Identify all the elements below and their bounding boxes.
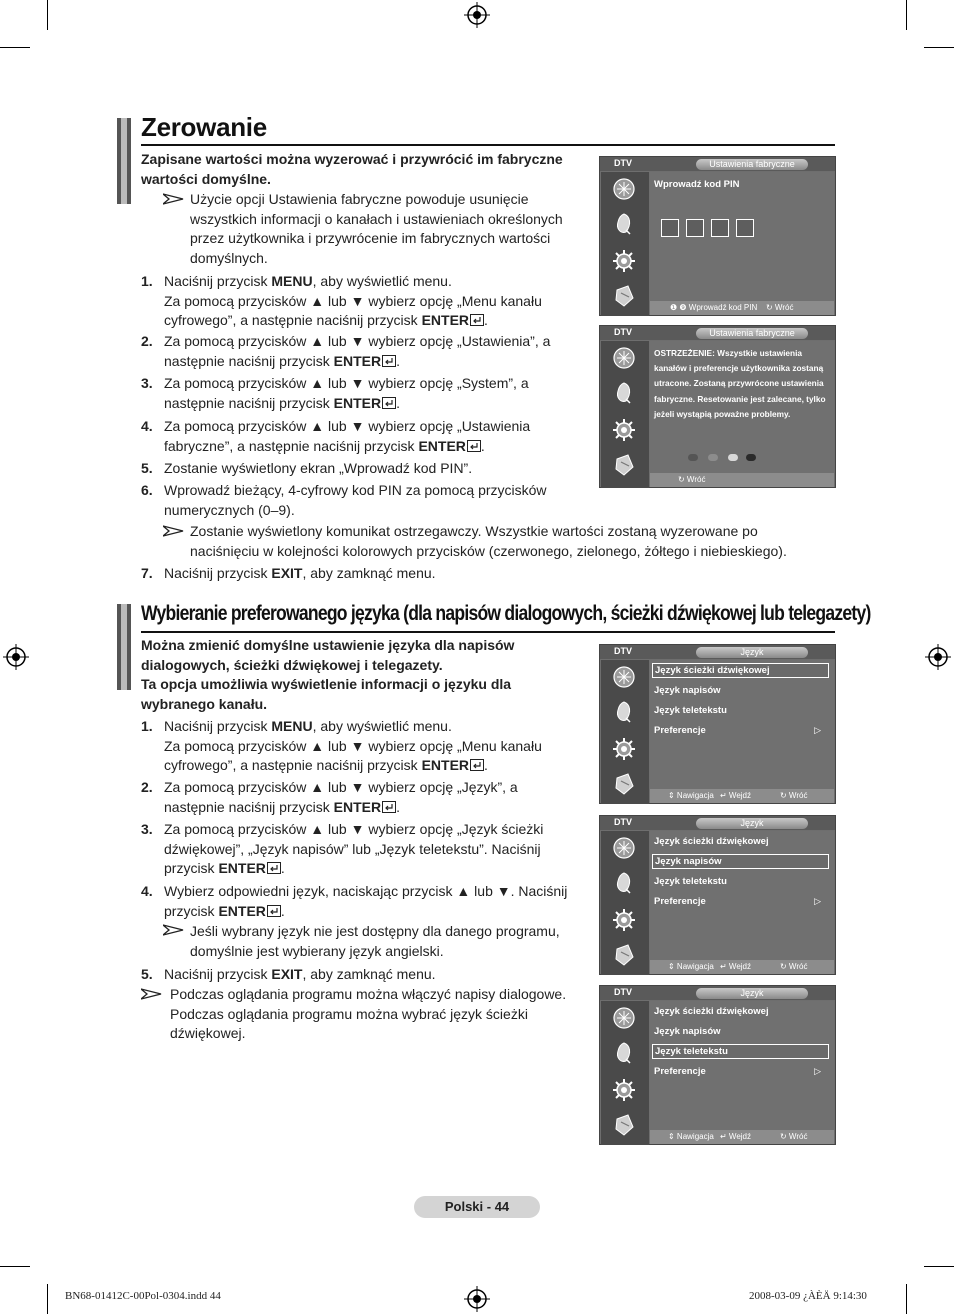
submenu-arrow-icon: ▷ [814,896,821,906]
text-line: Naciśnij przycisk MENU, aby wyświetlić menu. [164,718,452,734]
picture-icon [612,700,636,724]
text-line: Można zmienić domyślne ustawienie języka dla napisów [141,637,515,653]
enter-icon [267,905,281,917]
enter-icon [470,759,484,771]
setup-icon [612,1078,636,1102]
channel-icon [612,177,636,201]
text-line: wybranego kanału. [141,695,268,712]
menu-item[interactable]: Język teletekstu [654,705,727,716]
setup-icon [612,249,636,273]
step-text [164,459,472,479]
screen-title: Ustawienia fabryczne [696,159,808,170]
pin-digit-box[interactable] [686,219,704,237]
step-number: 6. [141,482,153,498]
step-text [164,417,530,456]
text-line: dźwiękowej”, „Język napisów” lub „Język teletekstu”. Naciśnij [164,840,541,857]
tv-screen-warning [599,325,836,488]
title-rule [141,631,835,633]
text-line: przez użytkownika i przywrócenie im fabrycznych wartości [190,230,551,246]
tv-screen-language [599,815,836,975]
step-text [164,564,436,584]
step-number: 5. [141,460,153,476]
section-title: Zerowanie [141,112,267,142]
text-line: następnie naciśnij przycisk ENTER . [164,352,400,369]
step-text [164,332,550,371]
menu-item[interactable]: Język napisów [654,1026,721,1037]
input-icon [612,772,636,796]
submenu-arrow-icon: ▷ [814,1066,821,1076]
step-text [164,481,547,520]
menu-item[interactable]: Preferencje [654,725,706,736]
crop-mark [924,47,954,48]
step-text [164,882,567,921]
crop-mark [0,47,30,48]
note-arrow-icon [163,924,185,936]
step-text [164,717,542,776]
menu-item[interactable]: Język napisów [654,685,721,696]
screen-title: Ustawienia fabryczne [696,328,808,339]
enter-hint: ↵ Wejdź [720,791,752,800]
text-line: Za pomocą przycisków ▲ lub ▼ wybierz opcję „Menu kanału [164,737,542,754]
text-line: cyfrowego”, a następnie naciśnij przycisk ENTER . [164,757,488,773]
step-text [164,374,529,413]
channel-icon [612,665,636,689]
text-line: Za pomocą przycisków ▲ lub ▼ wybierz opcję „Ustawienia [164,418,531,434]
picture-icon [612,381,636,405]
setup-icon [612,418,636,442]
text-line: Za pomocą przycisków ▲ lub ▼ wybierz opcję „Język”, a [164,779,518,795]
crop-mark [0,1266,30,1267]
text-line: dialogowych, ścieżki dźwiękowej i telegazety. [141,656,443,673]
slug-filename: BN68-01412C-00Pol-0304.indd 44 [65,1290,221,1302]
text-line: Podczas oglądania programu można wybrać język ścieżki [170,1005,528,1022]
registration-mark-icon [3,644,29,670]
text-line: Naciśnij przycisk EXIT, aby zamknąć menu. [164,966,436,982]
step-number: 5. [141,966,153,982]
screen-footer [650,789,834,803]
channel-icon [612,836,636,860]
menu-item[interactable]: Język teletekstu [654,876,727,887]
note-text [170,985,566,1044]
text-line: numerycznych (0–9). [164,501,295,518]
picture-icon [612,871,636,895]
text-line: Jeśli wybrany język nie jest dostępny dla danego programu, [190,923,560,939]
step-number: 3. [141,821,153,837]
yellow-button-dot [728,454,738,461]
back-hint: ↻ Wróć [780,791,808,800]
step-text [164,272,542,331]
text-line: naciśnięciu w kolejności kolorowych przycisków (czerwonego, zielonego, żółtego i niebieskiego). [190,542,787,559]
pin-digit-box[interactable] [736,219,754,237]
text-line: Użycie opcji Ustawienia fabryczne powoduje usunięcie [190,191,529,207]
enter-hint: ↵ Wejdź [720,1132,752,1141]
menu-item-label: Język teletekstu [655,1046,728,1057]
slug-timestamp: 2008-03-09 ¿ÀÈÄ 9:14:30 [749,1290,867,1302]
note-arrow-icon [163,525,185,537]
note-text [190,190,563,268]
channel-icon [612,346,636,370]
screen-title: Język [696,647,808,658]
menu-item-selected[interactable] [652,1044,829,1059]
menu-item-label: Język napisów [655,856,722,867]
text-line: Naciśnij przycisk EXIT, aby zamknąć menu. [164,565,436,581]
dtv-label: DTV [614,646,632,656]
pin-digit-box[interactable] [661,219,679,237]
text-line: Za pomocą przycisków ▲ lub ▼ wybierz opcję „Język ścieżki [164,821,544,837]
text-line: Wprowadź bieżący, 4-cyfrowy kod PIN za pomocą przycisków [164,482,547,498]
text-line: następnie naciśnij przycisk ENTER . [164,394,400,411]
back-hint: ↻ Wróć [678,475,706,484]
back-hint: ↻ Wróć [780,1132,808,1141]
menu-item-label: Język ścieżki dźwiękowej [655,665,770,676]
setup-icon [612,908,636,932]
menu-item[interactable]: Preferencje [654,896,706,907]
text-line: Za pomocą przycisków ▲ lub ▼ wybierz opcję „Ustawienia”, a [164,333,551,349]
step-text [164,965,436,985]
dtv-label: DTV [614,987,632,997]
picture-icon [612,212,636,236]
text-line: fabryczne”, a następnie naciśnij przycisk ENTER . [164,437,485,454]
screen-title: Język [696,818,808,829]
navigation-hint: ⇕ Nawigacja [668,962,714,971]
page-number: Polski - 44 [414,1196,540,1218]
note-arrow-icon [163,193,185,205]
text-line: przycisk ENTER . [164,902,285,919]
text-line: cyfrowego”, a następnie naciśnij przycisk ENTER . [164,312,488,328]
text-line: wszystkich informacji o kanałach i ustawieniach określonych [190,210,563,227]
crop-mark [47,0,48,30]
text-line: domyślnie jest wybierany język angielski. [190,942,444,959]
text-line: Zostanie wyświetlony komunikat ostrzegawczy. Wszystkie wartości zostaną wyzerowane po [190,523,758,539]
menu-item-selected[interactable] [652,663,829,678]
text-line: Podczas oglądania programu można włączyć napisy dialogowe. [170,986,567,1002]
step-number: 2. [141,333,153,349]
pin-digit-box[interactable] [711,219,729,237]
pin-label: Wprowadź kod PIN [654,179,740,190]
step-number: 3. [141,375,153,391]
screen-title: Język [696,988,808,999]
input-icon [612,1113,636,1137]
enter-hint: ↵ Wejdź [720,962,752,971]
text-line: przycisk ENTER . [164,860,285,876]
step-number: 1. [141,273,153,289]
crop-mark [924,1266,954,1267]
navigation-hint: ⇕ Nawigacja [668,791,714,800]
tv-screen-language [599,985,836,1145]
section-title: Wybieranie preferowanego języka (dla napisów dialogowych, ścieżki dźwiękowej lub telegazety) [141,602,871,625]
back-hint: ↻ Wróć [766,303,794,312]
text-line: Ta opcja umożliwia wyświetlenie informacji o języku dla [141,676,512,692]
blue-button-dot [746,454,756,461]
section-intro [141,636,514,714]
title-rule [141,144,835,146]
menu-item[interactable]: Język ścieżki dźwiękowej [654,836,769,847]
text-line: następnie naciśnij przycisk ENTER . [164,798,400,815]
submenu-arrow-icon: ▷ [814,725,821,735]
text-line: Zostanie wyświetlony ekran „Wprowadź kod PIN”. [164,460,473,476]
green-button-dot [708,454,718,461]
note-text [190,922,560,961]
step-number: 4. [141,883,153,899]
footer-pin-hint: ❶ ❾ Wprowadź kod PIN [670,303,758,312]
setup-icon [612,737,636,761]
input-icon [612,284,636,308]
enter-icon [267,862,281,874]
registration-mark-icon [464,2,490,28]
step-number: 1. [141,718,153,734]
section-intro: Zapisane wartości można wyzerować i przywrócić im fabryczne wartości domyślne. [141,151,563,187]
text-line: Wybierz odpowiedni język, naciskając przycisk ▲ lub ▼. Naciśnij [164,883,568,899]
back-hint: ↻ Wróć [780,962,808,971]
section-bar [117,118,131,204]
menu-item[interactable]: Język ścieżki dźwiękowej [654,1006,769,1017]
enter-icon [382,397,396,409]
registration-mark-icon [925,644,951,670]
text-line: dźwiękowej. [170,1025,246,1041]
screen-footer [650,301,834,315]
warning-text: OSTRZEŻENIE: Wszystkie ustawienia kanałów i preferencje użytkownika zostaną utracone. Zostaną przywrócone ustawienia fabryczne. Resetowanie jest zalecane, tylko jeżeli wystąpią poważne problemy. [654,348,826,419]
input-icon [612,943,636,967]
crop-mark [47,1284,48,1314]
note-arrow-icon [141,988,163,1000]
enter-icon [467,440,481,452]
enter-icon [470,314,484,326]
enter-icon [382,355,396,367]
tv-screen-pin [599,156,836,316]
step-number: 2. [141,779,153,795]
channel-icon [612,1006,636,1030]
picture-icon [612,1041,636,1065]
warning-note-text [190,522,787,561]
section-bar [117,604,131,690]
screen-footer [650,473,834,487]
step-text [164,778,518,817]
input-icon [612,453,636,477]
navigation-hint: ⇕ Nawigacja [668,1132,714,1141]
step-number: 4. [141,418,153,434]
step-number: 7. [141,565,153,581]
enter-icon [382,801,396,813]
screen-footer [650,1130,834,1144]
tv-screen-language [599,644,836,804]
screen-footer [650,960,834,974]
text-line: domyślnych. [190,249,268,266]
step-text [164,820,543,879]
text-line: Za pomocą przycisków ▲ lub ▼ wybierz opcję „System”, a [164,375,529,391]
red-button-dot [688,454,698,461]
menu-item-selected[interactable] [652,854,829,869]
registration-mark-icon [464,1286,490,1312]
dtv-label: DTV [614,158,632,168]
dtv-label: DTV [614,327,632,337]
crop-mark [906,1284,907,1314]
menu-item[interactable]: Preferencje [654,1066,706,1077]
text-line: Naciśnij przycisk MENU, aby wyświetlić menu. [164,273,452,289]
crop-mark [906,0,907,30]
text-line: Za pomocą przycisków ▲ lub ▼ wybierz opcję „Menu kanału [164,292,542,309]
dtv-label: DTV [614,817,632,827]
